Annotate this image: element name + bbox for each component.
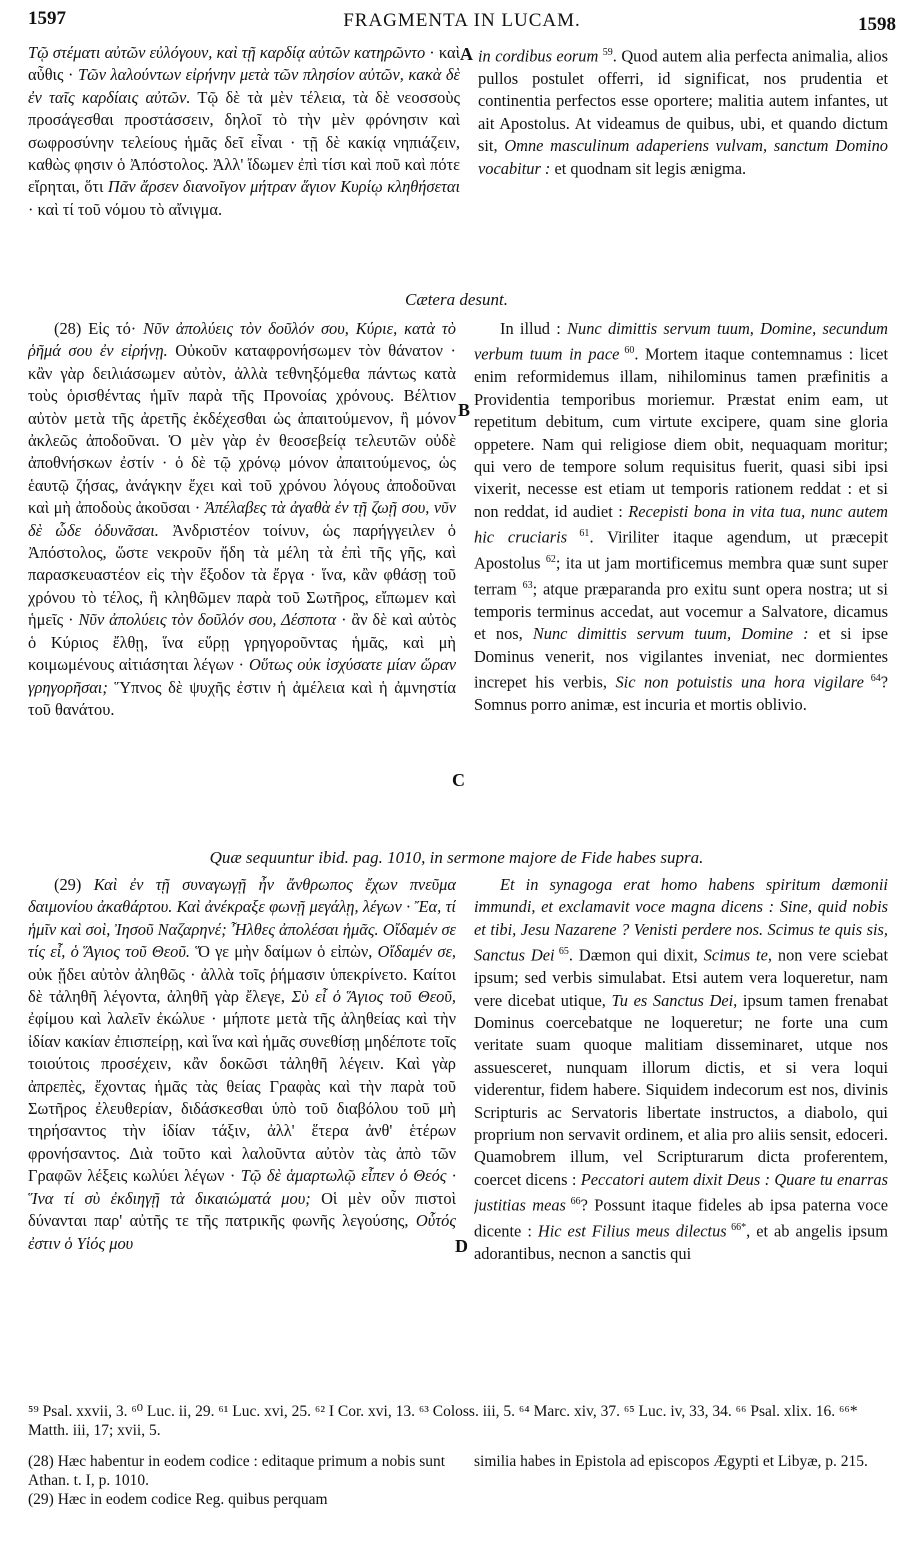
text-run: Νῦν ἀπολύεις τὸν δοῦλόν σου, Δέσποτα <box>78 610 337 630</box>
running-title: FRAGMENTA IN LUCAM. <box>343 10 581 31</box>
text-run: Οἱ μὲν οὖν πιστοὶ δύνανται παρ' αὐτῆς τε τῆς πατρικῆς φωνῆς λεγούσης, <box>28 1188 456 1231</box>
text-run: Recepisti bona in vita tua, nunc autem hic cruciaris <box>474 501 888 547</box>
sec3-heading: Quæ sequuntur ibid. pag. 1010, in sermone majore de Fide habes supra. <box>209 848 704 867</box>
text-run: Καὶ ἐν τῇ συναγωγῇ ἦν ἄνθρωπος ἔχων πνεῦμα δαιμονίου ἀκαθάρτου. Καὶ ἀνέκραξε φωνῇ μεγάλῃ, λέγων · Ἔα, τί ἡμῖν καὶ σοὶ, Ἰησοῦ Ναζαρηνέ; Ἦλθες ἀπολέσαι ἡμᾶς. Οἴδαμέν σε τίς εἶ, ὁ Ἅγιος τοῦ Θεοῦ. <box>28 875 456 962</box>
sec2-greek-text <box>28 318 456 721</box>
note-28: (28) Hæc habentur in eodem codice : editaque primum a nobis sunt Athan. t. I, p. 1010. <box>28 1453 446 1489</box>
text-run: Omne masculinum adaperiens vulvam, sanctum Domino vocabitur : <box>478 136 888 178</box>
text-run: Ὕπνος δὲ ψυχῆς ἐστιν ἡ ἀμέλεια καὶ ἡ ἀμνηστία τοῦ θανάτου. <box>28 677 456 719</box>
text-run: , et ab angelis ipsum adorantibus, necnon a sanctis qui <box>474 1221 888 1263</box>
margin-marker-a: A <box>460 44 473 64</box>
text-run: Ἀπέλαβες τὰ ἀγαθὰ ἐν τῇ ζωῇ σου, νῦν δὲ ὧδε ὀδυνᾶσαι. <box>28 498 456 540</box>
note-29: (29) Hæc in eodem codice Reg. quibus perquam <box>28 1491 328 1508</box>
text-run: Scimus te, <box>703 945 772 965</box>
editorial-notes-left <box>28 1452 456 1509</box>
sec1-latin-column <box>478 42 888 272</box>
footnote-ref: 62 <box>545 554 556 565</box>
footnote-references: ⁵⁹ Psal. xxvii, 3. ⁶⁰ Luc. ii, 29. ⁶¹ Luc. xvi, 25. ⁶² I Cor. xvi, 13. ⁶³ Coloss. iii, 5. ⁶⁴ Marc. xiv, 37. ⁶⁵ Luc. iv, 33, 34. ⁶⁶ Psal. xlix. 16. ⁶⁶* Matth. iii, 17; xvii, 5. <box>28 1403 858 1439</box>
text-run: · καὶ αὖθις · <box>28 43 460 85</box>
text-run: . Quod autem alia perfecta animalia, alios pullos postulet offerri, id significat, nos prudentia et continentia perfectos esse oportere; malitia autem infantes, ut ait Apostolus. At videamus de quibus, ubi, et quando dictum sit, <box>478 46 888 156</box>
text-run: Et in synagoga erat homo habens spiritum dæmonii immundi, et exclamavit voce magna dicens : Sine, quid nobis et tibi, Jesu Nazarene ? Venisti perdere nos. Scimus te quis sis, Sanctus Dei <box>474 875 888 965</box>
sec3-greek-text <box>28 874 456 1255</box>
footnote-ref: 59 <box>602 47 613 58</box>
sec1-greek-column <box>28 42 460 272</box>
text-run: ? Somnus porro animæ, est incuria et mortis oblivio. <box>474 672 888 714</box>
text-run: . Mortem itaque contemnamus : licet enim reformidemus illam, nihilominus tamen præfinitis a Providentia temporibus moriemur. Præstat enim eam, ut repetitum debitum, cum virtute excipere, quam sine gloria oppetere. Nam qui religiose diem obit, nequaquam moritur; qui vero de tempore solum requisitus fuerit, quasi sibi ipsi vixerit, necesse est etiam ut temporis rationem reddat : et si non reddat, id audiet : <box>474 344 888 521</box>
footnote-ref: 63 <box>522 579 533 591</box>
footnote-ref: 61 <box>567 528 590 540</box>
text-run: · καὶ τί τοῦ νόμου τὸ αἴνιγμα. <box>28 199 223 219</box>
text-run: Τῷ δὲ ἁμαρτωλῷ εἶπεν ὁ Θεός · Ἵνα τί σὺ ἐκδιηγῇ τὰ δικαιώματά μου; <box>28 1166 456 1208</box>
text-run: Peccatori autem dixit Deus : Quare tu enarras justitias meas <box>474 1169 888 1215</box>
text-run: Τῷ στέματι αὐτῶν εὐλόγουν, καὶ τῇ καρδίᾳ αὐτῶν κατηρῶντο <box>28 43 426 62</box>
page-header <box>28 8 896 40</box>
page-number-left: 1597 <box>28 8 66 29</box>
footnote-ref: 66* <box>726 1222 747 1234</box>
sec1-greek-text <box>28 42 460 221</box>
text-run: ? Possunt itaque fideles ab ipsa paterna voce dicente : <box>474 1195 888 1241</box>
margin-marker-b: B <box>458 400 471 420</box>
sec3-latin-text <box>474 874 888 1265</box>
sec2-latin-text <box>474 318 888 716</box>
text-run: . Viriliter itaque agendum, ut præcepit Apostolus <box>474 527 888 573</box>
text-run: ; ita ut jam mortificemus membra quæ sunt super terram <box>474 553 888 599</box>
text-run: Οὕτως οὐκ ἰσχύσατε μίαν ὥραν γρηγορῆσαι; <box>28 655 456 697</box>
text-run: Nunc dimittis servum tuum, Domine, secundum verbum tuum in pace <box>474 319 888 364</box>
scripture-footnotes <box>28 1402 888 1440</box>
text-run: Πᾶν ἄρσεν διανοῖγον μήτραν ἅγιον Κυρίῳ κληθήσεται <box>107 177 460 197</box>
text-run: In illud : <box>500 319 568 338</box>
text-run: et si ipse Dominus venerit, nos vigilantes inveniat, nec dormientes increpet his verbis, <box>474 624 888 692</box>
sec1-latin-text <box>478 42 888 180</box>
page-number-right: 1598 <box>858 14 896 35</box>
text-run: in cordibus eorum <box>478 46 603 66</box>
text-run: Ὅ γε μὴν δαίμων ὁ εἰπὼν, <box>190 942 378 962</box>
text-run: ipsum tamen frenabat Dominus coercebatque ne loqueretur; ne forte una cum veritate suam quoque malitiam disseminaret, utque nos assuesceret, nunquam illorum dictis, et si vera loqui viderentur, fidem habere. Siquidem indecorum est nos, divinis Scripturis ac Servatoris libertate instructos, a diabolo, qui proprium non servavit ordinem, et alia pro aliis sensit, edoceri. Quamobrem illum, vel Scripturarum dicta proferentem, coercet dicens : <box>474 990 888 1189</box>
text-run: οὐκ ᾔδει αὐτὸν ἀληθῶς · ἀλλὰ τοῖς ῥήμασιν ὑπεκρίνετο. Καίτοι δὲ τἀληθῆ λέγοντα, ἀληθῆ γὰρ ἔλεγε, <box>28 964 456 1007</box>
footnote-ref: 65 <box>554 946 569 958</box>
text-run: Ἀνδριστέον τοίνυν, ὡς παρήγγειλεν ὁ Ἀπόστολος, ὥστε νεκροῦν ἤδη τὰ μέλη τὰ ἐπὶ τῆς γῆς, καὶ παρασκευαστέον εἰς τὴν ἔξοδον τὰ ἔργα · ἵνα, κἂν φθάσῃ τοῦ χρόνου τὸ τέλος, ἢ κληθῶμεν παρὰ τοῦ Σωτῆρος, εἴπωμεν καὶ ἡμεῖς · <box>28 520 456 630</box>
text-run: ἐφίμου καὶ λαλεῖν ἐκώλυε · μήποτε μετὰ τῆς ἀληθείας καὶ τὴν ἰδίαν κακίαν ἐπισπείρῃ, καὶ ἵνα καὶ ἡμᾶς συνεθίσῃ μηδέποτε τοῖς τοιούτοις προσέχειν, κἂν δοκῶσι τἀληθῆ λέγειν. Καὶ γὰρ ἀπρεπὲς, ἔχοντας ἡμᾶς τὰς θείας Γραφὰς καὶ τὴν παρὰ τοῦ Σωτῆρος ἐλευθερίαν, διδάσκεσθαι ὑπὸ τοῦ διαβόλου τοῦ μὴ τηρήσαντος τὴν ἰδίαν τάξιν, ἀλλ' ἕτερα ἀνθ' ἑτέρων φρονήσαντος. Διὰ τοῦτο καὶ λαλοῦντα αὐτὸν τὰς ἀπὸ τῶν Γραφῶν λέξεις κωλύει λέγων · <box>28 1009 456 1186</box>
text-run: Οὐκοῦν καταφρονήσωμεν τὸν θάνατον · κἂν γὰρ δειλιάσωμεν αὐτὸν, ἀλλὰ τεθνηξόμεθα πάντως κατὰ τοὺς ὁρισθέντας ἡμῖν παρὰ τῆς Προνοίας χρόνους. Βέλτιον αὐτὸν μετὰ τῆς ἀρετῆς ἐκδέχεσθαι ὡς ἀπαιτούμενον, ἢ μόνον ἀκλεῶς ἀποδοῦναι. Ὁ μὲν γὰρ ἐν θεοσεβείᾳ τελευτῶν οὐδὲ ἀποθνήσκων ἐστίν · ὁ δὲ τῷ χρόνῳ μόνον ἀπαιτούμενος, ὡς ἑαυτῷ ζήσας, ἀνάγκην ἔχει καὶ τοῦ χρόνου λόγους ἀποδοῦναι καὶ μὴ ἀποδοὺς ἀκοῦσαι · <box>28 341 456 518</box>
text-run: Τῷ δὲ τὰ μὲν τέλεια, τὰ δὲ νεοσσοὺς προσάγεσθαι προστάσσειν, δηλοῖ τὸ τὴν μὲν φρόνησιν καὶ σωφροσύνην τελείους ἡμᾶς δεῖ εἶναι · τῇ δὲ κακίᾳ νηπιάζειν, καθὼς φησιν ὁ Ἀπόστολος. Ἀλλ' ἴδωμεν ἐπὶ τίσι καὶ ποῦ καὶ πότε εἴρηται, ὅτι <box>28 87 460 197</box>
text-run: ; atque præparanda pro exitu sunt opera nostra; ut si temporis terminus accedat, aut vocemur a Salvatore, dicamus et nos, <box>474 579 888 644</box>
text-run: Νῦν ἀπολύεις τὸν δοῦλόν σου, Κύριε, κατὰ τὸ ῥῆμά σου ἐν εἰρήνῃ. <box>28 319 456 361</box>
margin-marker-d: D <box>455 1236 468 1256</box>
text-run: Σὺ εἶ ὁ Ἅγιος τοῦ Θεοῦ, <box>291 987 456 1007</box>
text-run: Οἴδαμέν σε, <box>377 942 456 962</box>
text-run: Τῶν λαλούντων εἰρήνην μετὰ τῶν πλησίον αὐτῶν, κακὰ δὲ ἐν ταῖς καρδίαις αὐτῶν. <box>28 65 460 107</box>
sec3-latin-column <box>474 874 888 1394</box>
text-run: Tu es Sanctus Dei, <box>611 990 738 1010</box>
sec3-greek-column <box>28 874 456 1394</box>
footnote-ref: 60 <box>619 345 635 357</box>
text-run: Οὗτός ἐστιν ὁ Υἱός μου <box>28 1211 456 1253</box>
sec2-latin-column <box>474 318 888 838</box>
text-run: et quodnam sit legis ænigma. <box>550 158 747 178</box>
sec2-greek-column <box>28 318 456 838</box>
note-29-continued: similia habes in Epistola ad episcopos Ægypti et Libyæ, p. 215. <box>474 1453 868 1470</box>
text-run: . Dæmon qui dixit, <box>568 945 704 965</box>
text-run: Hic est Filius meus dilectus <box>537 1221 727 1241</box>
margin-marker-c: C <box>452 770 465 790</box>
text-run: (29) <box>54 875 94 894</box>
text-run: non vere sciebat ipsum; sed verbis simulabat. Etsi autem vera loqueretur, nam vere dicebat utique, <box>474 945 888 1010</box>
text-run: · ἂν δὲ καὶ αὐτὸς ὁ Κύριος ἔλθῃ, ἵνα εὕρῃ γρηγοροῦντας ἡμᾶς, καὶ μὴ κοιμωμένους αἰτιάσηται λέγων · <box>28 610 456 675</box>
caetera-desunt: Cætera desunt. <box>405 290 508 309</box>
editorial-notes-right <box>474 1452 888 1471</box>
text-run: (28) Εἰς τό· <box>54 319 144 338</box>
footnote-ref: 64 <box>863 672 881 684</box>
text-run: Sic non potuistis una hora vigilare <box>615 672 864 692</box>
footnote-ref: 66 <box>565 1196 581 1208</box>
text-run: Nunc dimittis servum tuum, Domine : <box>532 624 809 644</box>
